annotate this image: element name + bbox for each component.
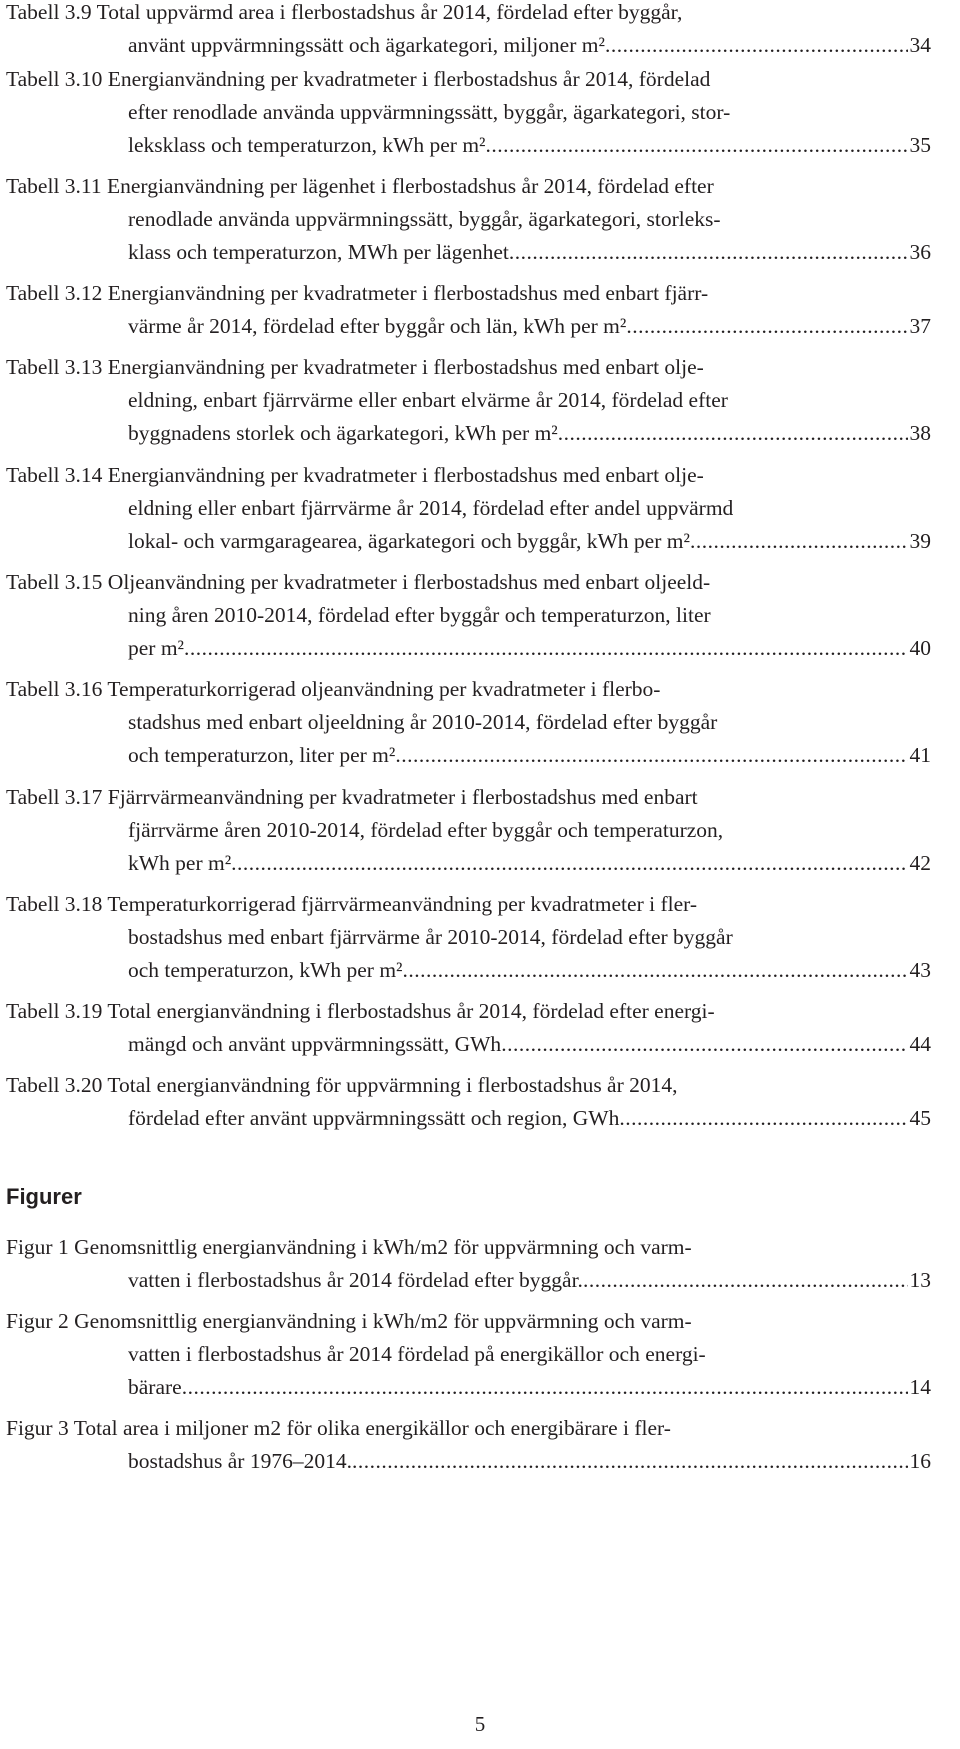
leader-dots <box>509 237 908 267</box>
leader-dots <box>403 955 908 985</box>
leader-dots <box>184 633 908 663</box>
leader-dots <box>583 1265 908 1295</box>
leader-dots <box>395 740 907 770</box>
leader-dots <box>352 1446 908 1476</box>
entry-last-line <box>128 130 931 160</box>
entry-page-number: 44 <box>909 1032 931 1056</box>
entry-line: Tabell 3.19 Total energianvändning i flerbostadshus år 2014, fördelad efter energi- <box>6 999 715 1023</box>
entry-line: Tabell 3.10 Energianvändning per kvadratmeter i flerbostadshus år 2014, fördelad <box>6 67 711 91</box>
entry-line: Tabell 3.20 Total energianvändning för uppvärmning i flerbostadshus år 2014, <box>6 1073 678 1097</box>
entry-text: mängd och använt uppvärmningssätt, GWh <box>128 1032 502 1056</box>
leader-dots <box>231 848 907 878</box>
leader-dots <box>619 1103 907 1133</box>
entry-line: Tabell 3.16 Temperaturkorrigerad oljeanvändning per kvadratmeter i flerbo- <box>6 677 661 701</box>
entry-last-line <box>128 848 931 878</box>
entry-page-number: 39 <box>909 529 931 553</box>
entry-line: eldning eller enbart fjärrvärme år 2014, fördelad efter andel uppvärmd <box>128 496 734 520</box>
entry-line: efter renodlade använda uppvärmningssätt, byggår, ägarkategori, stor- <box>128 100 731 124</box>
entry-page-number: 16 <box>909 1449 931 1473</box>
entry-line: Tabell 3.12 Energianvändning per kvadratmeter i flerbostadshus med enbart fjärr- <box>6 281 709 305</box>
leader-dots <box>626 311 907 341</box>
entry-last-line <box>128 740 931 770</box>
entry-line: Figur 1 Genomsnittlig energianvändning i kWh/m2 för uppvärmning och varm- <box>6 1235 692 1259</box>
entry-text: klass och temperaturzon, MWh per lägenhet <box>128 240 509 264</box>
leader-dots <box>486 130 908 160</box>
entry-last-line <box>128 311 931 341</box>
entry-last-line <box>128 237 931 267</box>
entry-line: Tabell 3.11 Energianvändning per lägenhet i flerbostadshus år 2014, fördelad efter <box>6 174 714 198</box>
entry-page-number: 45 <box>909 1106 931 1130</box>
leader-dots <box>605 30 908 60</box>
entry-text: och temperaturzon, kWh per m² <box>128 958 403 982</box>
entry-page-number: 13 <box>909 1268 931 1292</box>
entry-page-number: 40 <box>909 636 931 660</box>
entry-page-number: 36 <box>909 240 931 264</box>
entry-line: Tabell 3.13 Energianvändning per kvadratmeter i flerbostadshus med enbart olje- <box>6 355 704 379</box>
entry-line: renodlade använda uppvärmningssätt, byggår, ägarkategori, storleks- <box>128 207 721 231</box>
entry-line: Tabell 3.14 Energianvändning per kvadratmeter i flerbostadshus med enbart olje- <box>6 463 704 487</box>
entry-page-number: 41 <box>909 743 931 767</box>
entry-last-line <box>128 1372 931 1402</box>
entry-text: kWh per m² <box>128 851 232 875</box>
entry-page-number: 35 <box>909 133 931 157</box>
page-number: 5 <box>474 1712 486 1736</box>
entry-last-line <box>128 1265 931 1295</box>
entry-last-line <box>128 418 931 448</box>
entry-page-number: 38 <box>909 421 931 445</box>
entry-line: stadshus med enbart oljeeldning år 2010-2014, fördelad efter byggår <box>128 710 718 734</box>
entry-page-number: 34 <box>909 33 931 57</box>
entry-text: använt uppvärmningssätt och ägarkategori, miljoner m² <box>128 33 605 57</box>
leader-dots <box>690 526 908 556</box>
entry-page-number: 42 <box>909 851 931 875</box>
leader-dots <box>182 1372 908 1402</box>
entry-line: vatten i flerbostadshus år 2014 fördelad på energikällor och energi- <box>128 1342 706 1366</box>
entry-text: och temperaturzon, liter per m² <box>128 743 396 767</box>
entry-line: Tabell 3.17 Fjärrvärmeanvändning per kvadratmeter i flerbostadshus med enbart <box>6 785 698 809</box>
entry-line: bostadshus med enbart fjärrvärme år 2010-2014, fördelad efter byggår <box>128 925 733 949</box>
entry-text: vatten i flerbostadshus år 2014 fördelad efter byggår. <box>128 1268 583 1292</box>
entry-line: Tabell 3.15 Oljeanvändning per kvadratmeter i flerbostadshus med enbart oljeeld- <box>6 570 711 594</box>
entry-line: eldning, enbart fjärrvärme eller enbart elvärme år 2014, fördelad efter <box>128 388 728 412</box>
entry-page-number: 43 <box>909 958 931 982</box>
entry-line: fjärrvärme åren 2010-2014, fördelad efter byggår och temperaturzon, <box>128 818 724 842</box>
entry-last-line <box>128 1029 931 1059</box>
entry-text: byggnadens storlek och ägarkategori, kWh per m² <box>128 421 558 445</box>
figures-heading: Figurer <box>6 1184 82 1209</box>
entry-page-number: 14 <box>909 1375 931 1399</box>
entry-line: ning åren 2010-2014, fördelad efter byggår och temperaturzon, liter <box>128 603 711 627</box>
leader-dots <box>501 1029 907 1059</box>
entry-line: Figur 3 Total area i miljoner m2 för olika energikällor och energibärare i fler- <box>6 1416 671 1440</box>
entry-text: leksklass och temperaturzon, kWh per m² <box>128 133 486 157</box>
entry-last-line <box>128 633 931 663</box>
entry-last-line <box>128 526 931 556</box>
entry-last-line <box>128 1103 931 1133</box>
entry-text: bostadshus år 1976–2014. <box>128 1449 352 1473</box>
entry-last-line <box>128 955 931 985</box>
entry-text: lokal- och varmgaragearea, ägarkategori och byggår, kWh per m² <box>128 529 690 553</box>
entry-line: Tabell 3.18 Temperaturkorrigerad fjärrvärmeanvändning per kvadratmeter i fler- <box>6 892 698 916</box>
entry-page-number: 37 <box>909 314 931 338</box>
entry-last-line <box>128 1446 931 1476</box>
leader-dots <box>558 418 908 448</box>
entry-text: värme år 2014, fördelad efter byggår och län, kWh per m² <box>128 314 627 338</box>
entry-text: per m² <box>128 636 184 660</box>
entry-last-line <box>128 30 931 60</box>
entry-line: Figur 2 Genomsnittlig energianvändning i kWh/m2 för uppvärmning och varm- <box>6 1309 692 1333</box>
entry-text: bärare <box>128 1375 182 1399</box>
entry-text: fördelad efter använt uppvärmningssätt och region, GWh <box>128 1106 620 1130</box>
entry-line: Tabell 3.9 Total uppvärmd area i flerbostadshus år 2014, fördelad efter byggår, <box>6 0 683 24</box>
